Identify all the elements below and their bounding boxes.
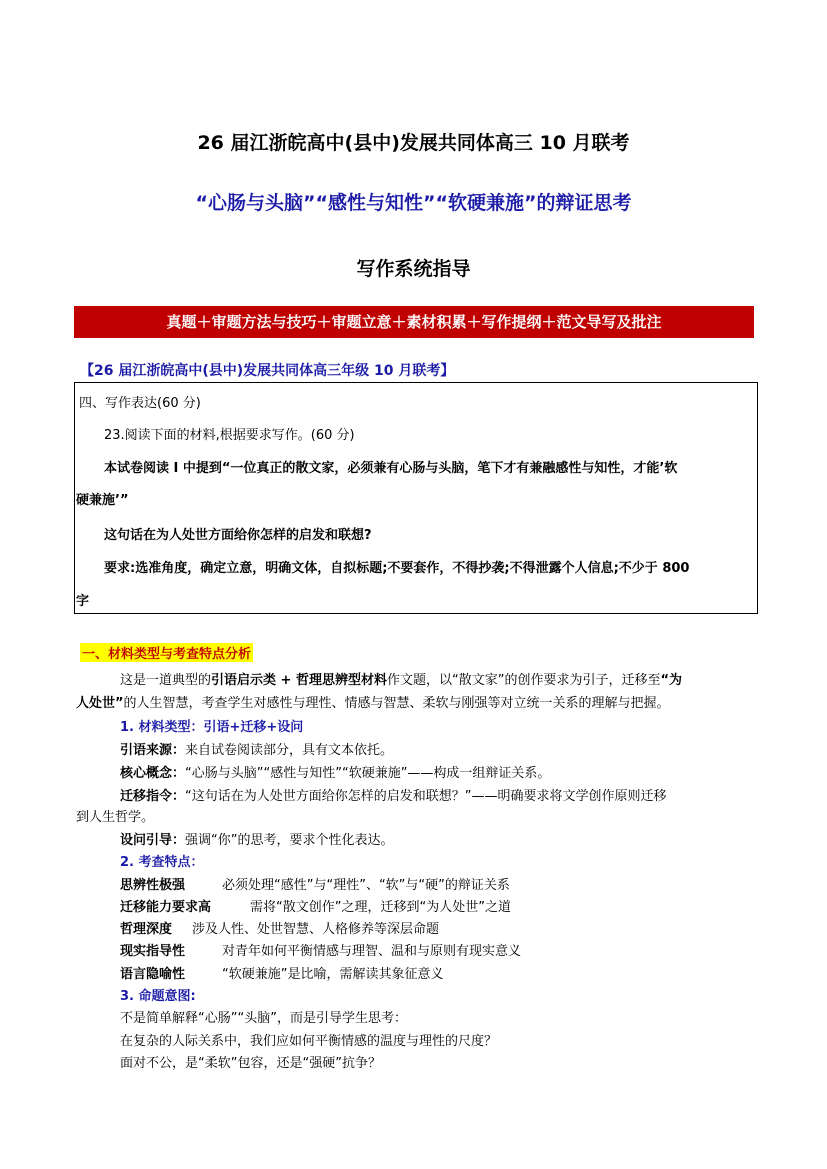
intro-emphasis: “为 xyxy=(660,673,682,688)
question-number: 23.阅读下面的材料,根据要求写作。(60 分) xyxy=(104,428,355,443)
item-label: 迁移能力要求高 xyxy=(120,900,212,915)
list-item xyxy=(120,739,393,758)
subheading-2: 2. 考查特点： xyxy=(120,855,204,870)
exam-section-title: 【26 届江浙皖高中(县中)发展共同体高三年级 10 月联考】 xyxy=(80,363,455,379)
subheading-3: 3. 命题意图: xyxy=(120,989,196,1004)
item-text: “心肠与头脑”“感性与知性”“软硬兼施”——构成一组辩证关系。 xyxy=(185,766,551,781)
item-label: 迁移指令： xyxy=(120,789,186,804)
item-label: 哲理深度 xyxy=(120,922,173,937)
material-line-1: 本试卷阅读 I 中提到“一位真正的散文家，必须兼有心肠与头脑，笔下才有兼融感性与知性，才能’软 xyxy=(104,461,678,476)
document-subtitle: “心肠与头脑”“感性与知性”“软硬兼施”的辩证思考 xyxy=(195,192,632,214)
item-label: 设问引导： xyxy=(120,833,186,848)
question-box xyxy=(74,382,758,614)
list-item xyxy=(120,762,550,781)
list-item xyxy=(120,874,510,893)
question-part: 四、写作表达(60 分) xyxy=(79,396,201,411)
document-heading: 写作系统指导 xyxy=(356,258,471,280)
item-label: 现实指导性 xyxy=(120,944,186,959)
list-item xyxy=(120,785,667,804)
list-item xyxy=(120,918,439,937)
list-item-continued: 到人生哲学。 xyxy=(76,810,155,825)
intro-line-2 xyxy=(76,692,670,711)
document-title: 26 届江浙皖高中(县中)发展共同体高三 10 月联考 xyxy=(197,132,630,154)
item-text: 强调“你”的思考，要求个性化表达。 xyxy=(185,833,394,848)
list-item xyxy=(120,963,443,982)
item-text: 来自试卷阅读部分，具有文本依托。 xyxy=(185,743,394,758)
intro-line-1 xyxy=(120,669,682,688)
material-line-2: 硬兼施’” xyxy=(76,493,129,508)
analysis-heading: 一、材料类型与考查特点分析 xyxy=(80,643,253,662)
item-text: “这句话在为人处世方面给你怎样的启发和联想？”——明确要求将文学创作原则迁移 xyxy=(185,789,667,804)
requirements-line-2: 字 xyxy=(76,594,90,609)
item-label: 语言隐喻性 xyxy=(120,967,186,982)
list-item: 不是简单解释“心肠”“头脑”，而是引导学生思考： xyxy=(120,1011,407,1026)
question-prompt: 这句话在为人处世方面给你怎样的启发和联想? xyxy=(104,528,372,543)
list-item xyxy=(120,896,511,915)
item-text: 需将“散文创作”之理，迁移到“为人处世”之道 xyxy=(250,900,511,915)
intro-emphasis: 人处世” xyxy=(76,696,124,711)
list-item xyxy=(120,829,394,848)
item-label: 引语来源： xyxy=(120,743,186,758)
item-text: 对青年如何平衡情感与理智、温和与原则有现实意义 xyxy=(222,944,522,959)
requirements-line-1: 要求:选准角度，确定立意，明确文体，自拟标题;不要套作，不得抄袭;不得泄露个人信息;不少于 800 xyxy=(104,561,690,576)
item-text: 必须处理“感性”与“理性”、“软”与“硬”的辩证关系 xyxy=(222,878,510,893)
item-label: 思辨性极强 xyxy=(120,878,186,893)
intro-text: 的人生智慧，考查学生对感性与理性、情感与智慧、柔软与刚强等对立统一关系的理解与把握。 xyxy=(123,696,670,711)
list-item: 在复杂的人际关系中，我们应如何平衡情感的温度与理性的尺度？ xyxy=(120,1034,498,1049)
subheading-1: 1. 材料类型：引语+迁移+设问 xyxy=(120,720,304,735)
list-item xyxy=(120,940,521,959)
intro-text: 这是一道典型的 xyxy=(120,673,212,688)
item-text: “软硬兼施”是比喻，需解读其象征意义 xyxy=(222,967,444,982)
contents-banner: 真题＋审题方法与技巧＋审题立意＋素材积累＋写作提纲＋范文导写及批注 xyxy=(74,306,754,338)
list-item: 面对不公，是“柔软”包容，还是“强硬”抗争？ xyxy=(120,1056,381,1071)
intro-text: 作文题，以“散文家”的创作要求为引子，迁移至 xyxy=(386,673,661,688)
item-text: 涉及人性、处世智慧、人格修养等深层命题 xyxy=(192,922,440,937)
intro-type: 引语启示类 + 哲理思辨型材料 xyxy=(211,673,387,688)
item-label: 核心概念： xyxy=(120,766,186,781)
